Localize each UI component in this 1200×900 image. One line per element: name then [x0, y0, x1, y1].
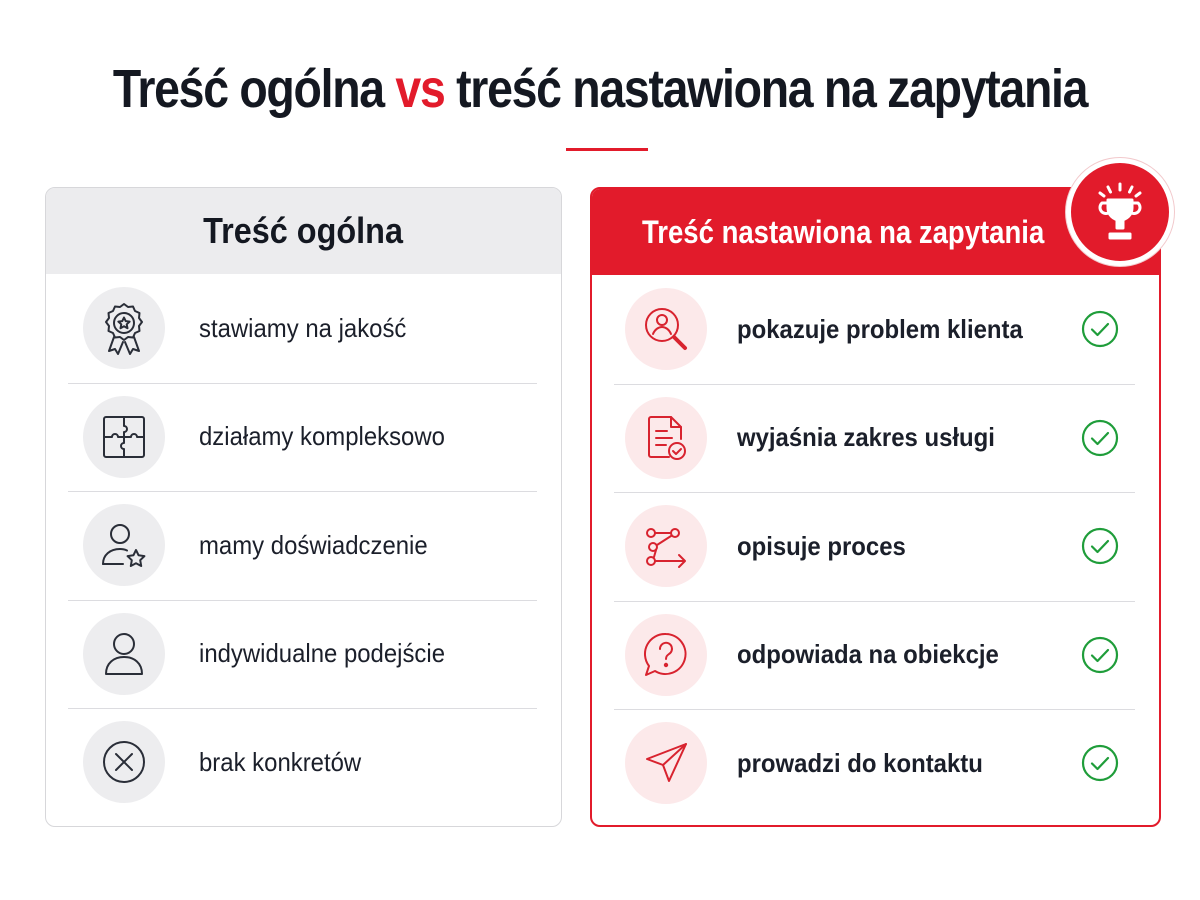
list-item-label: brak konkretów	[199, 746, 362, 777]
award-ribbon-icon	[83, 287, 165, 369]
document-check-icon	[625, 397, 707, 479]
process-flow-icon	[625, 505, 707, 587]
list-item	[592, 384, 1159, 493]
check-icon	[1081, 636, 1119, 674]
list-item	[46, 383, 561, 492]
user-search-icon	[625, 288, 707, 370]
send-icon	[625, 722, 707, 804]
title-underline	[566, 148, 648, 151]
title-vs: vs	[395, 59, 445, 119]
list-item-label: wyjaśnia zakres usługi	[737, 422, 995, 453]
user-star-icon	[83, 504, 165, 586]
list-item	[592, 601, 1159, 710]
question-bubble-icon	[625, 614, 707, 696]
check-icon	[1081, 527, 1119, 565]
list-item	[592, 275, 1159, 384]
list-item	[46, 708, 561, 817]
list-item	[592, 709, 1159, 818]
puzzle-icon	[83, 396, 165, 478]
list-item-label: stawiamy na jakość	[199, 312, 407, 343]
list-item-label: indywidualne podejście	[199, 638, 446, 669]
query-oriented-content-header-label: Treść nastawiona na zapytania	[642, 213, 1045, 250]
title-part-1: Treść ogólna	[112, 59, 396, 119]
list-item	[46, 274, 561, 383]
check-icon	[1081, 310, 1119, 348]
generic-content-header	[46, 188, 561, 274]
list-item-label: pokazuje problem klienta	[737, 313, 1023, 344]
x-circle-icon	[83, 721, 165, 803]
list-item-label: opisuje proces	[737, 530, 906, 561]
title-part-2: treść nastawiona na zapytania	[444, 59, 1088, 119]
trophy-icon	[1066, 158, 1174, 266]
list-item	[46, 491, 561, 600]
generic-content-card	[45, 187, 562, 827]
list-item-label: działamy kompleksowo	[199, 421, 445, 452]
list-item-label: prowadzi do kontaktu	[737, 747, 983, 778]
list-item-label: odpowiada na obiekcje	[737, 639, 999, 670]
check-icon	[1081, 419, 1119, 457]
page-title	[84, 58, 1116, 120]
list-item-label: mamy doświadczenie	[199, 529, 428, 560]
generic-content-header-label: Treść ogólna	[203, 210, 404, 251]
list-item	[46, 600, 561, 709]
user-icon	[83, 613, 165, 695]
list-item	[592, 492, 1159, 601]
query-oriented-content-card	[590, 187, 1161, 827]
check-icon	[1081, 744, 1119, 782]
